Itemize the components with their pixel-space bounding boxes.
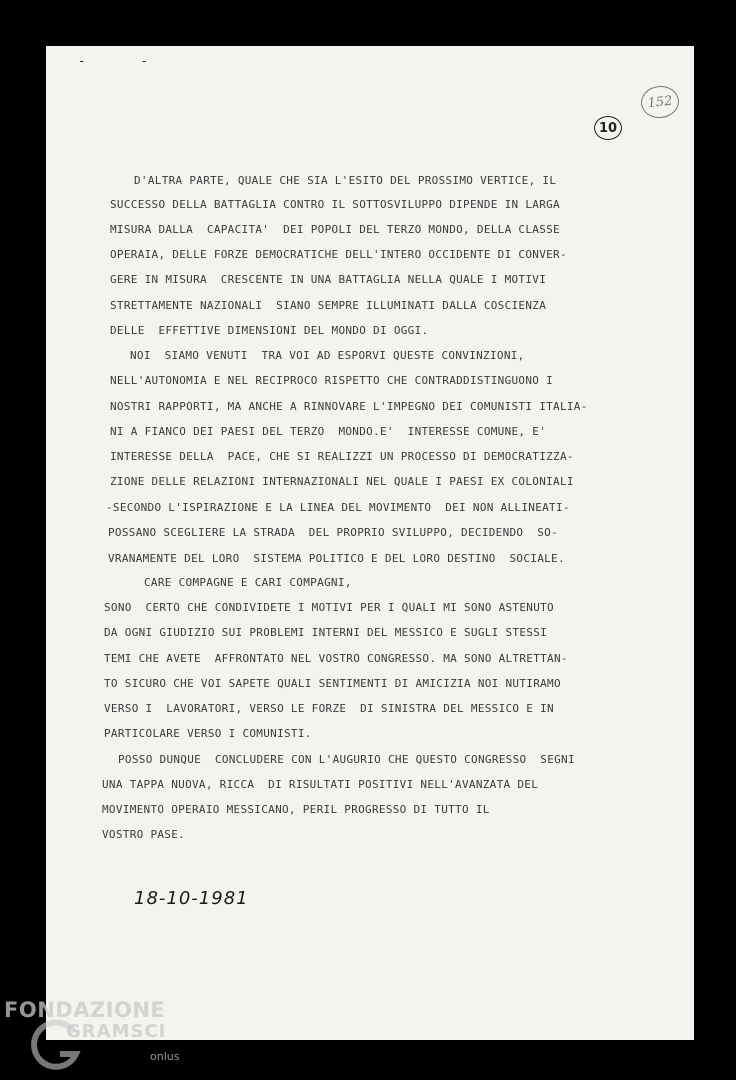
page-number: 10 [594,116,622,140]
text-line: NI A FIANCO DEI PAESI DEL TERZO MONDO.E' INTERESSE COMUNE, E' [110,425,547,438]
text-line: VOSTRO PASE. [102,828,186,841]
corner-marks: - - [78,54,172,68]
archive-number-stamp: 152 [639,84,680,120]
text-line: OPERAIA, DELLE FORZE DEMOCRATICHE DELL'INTERO OCCIDENTE DI CONVER- [110,248,567,261]
watermark-line1: FONDAZIONE [4,998,166,1022]
text-line: PARTICOLARE VERSO I COMUNISTI. [104,727,312,740]
text-line: POSSO DUNQUE CONCLUDERE CON L'AUGURIO CHE QUESTO CONGRESSO SEGNI [118,753,575,766]
text-line: DA OGNI GIUDIZIO SUI PROBLEMI INTERNI DEL MESSICO E SUGLI STESSI [104,626,548,639]
text-line: -SECONDO L'ISPIRAZIONE E LA LINEA DEL MOVIMENTO DEI NON ALLINEATI- [106,501,570,514]
text-line: NOI SIAMO VENUTI TRA VOI AD ESPORVI QUESTE CONVINZIONI, [130,349,525,362]
watermark-line3: onlus [150,1050,180,1063]
text-line: VRANAMENTE DEL LORO SISTEMA POLITICO E DEL LORO DESTINO SOCIALE. [108,552,565,565]
text-line: TEMI CHE AVETE AFFRONTATO NEL VOSTRO CONGRESSO. MA SONO ALTRETTAN- [104,652,568,665]
text-line: POSSANO SCEGLIERE LA STRADA DEL PROPRIO SVILUPPO, DECIDENDO SO- [108,526,558,539]
document-page [46,46,694,1040]
text-line: SUCCESSO DELLA BATTAGLIA CONTRO IL SOTTOSVILUPPO DIPENDE IN LARGA [110,198,560,211]
text-line: D'ALTRA PARTE, QUALE CHE SIA L'ESITO DEL PROSSIMO VERTICE, IL [134,174,557,187]
text-line: DELLE EFFETTIVE DIMENSIONI DEL MONDO DI OGGI. [110,324,429,337]
text-line: SONO CERTO CHE CONDIVIDETE I MOTIVI PER I QUALI MI SONO ASTENUTO [104,601,554,614]
text-line: ZIONE DELLE RELAZIONI INTERNAZIONALI NEL QUALE I PAESI EX COLONIALI [110,475,574,488]
text-line: UNA TAPPA NUOVA, RICCA DI RISULTATI POSITIVI NELL'AVANZATA DEL [102,778,539,791]
text-line: NOSTRI RAPPORTI, MA ANCHE A RINNOVARE L'IMPEGNO DEI COMUNISTI ITALIA- [110,400,588,413]
text-line: STRETTAMENTE NAZIONALI SIANO SEMPRE ILLUMINATI DALLA COSCIENZA [110,299,547,312]
handwritten-date: 18-10-1981 [134,888,249,909]
text-line: TO SICURO CHE VOI SAPETE QUALI SENTIMENTI DI AMICIZIA NOI NUTIRAMO [104,677,561,690]
text-line: VERSO I LAVORATORI, VERSO LE FORZE DI SINISTRA DEL MESSICO E IN [104,702,554,715]
text-line: INTERESSE DELLA PACE, CHE SI REALIZZI UN PROCESSO DI DEMOCRATIZZA- [110,450,574,463]
text-line: CARE COMPAGNE E CARI COMPAGNI, [144,576,352,589]
text-line: MISURA DALLA CAPACITA' DEI POPOLI DEL TERZO MONDO, DELLA CLASSE [110,223,560,236]
text-line: NELL'AUTONOMIA E NEL RECIPROCO RISPETTO CHE CONTRADDISTINGUONO I [110,374,554,387]
text-line: MOVIMENTO OPERAIO MESSICANO, PERIL PROGRESSO DI TUTTO IL [102,803,490,816]
watermark-line2: GRAMSCI [66,1021,167,1042]
text-line: GERE IN MISURA CRESCENTE IN UNA BATTAGLIA NELLA QUALE I MOTIVI [110,273,547,286]
foundation-watermark [4,998,204,1078]
